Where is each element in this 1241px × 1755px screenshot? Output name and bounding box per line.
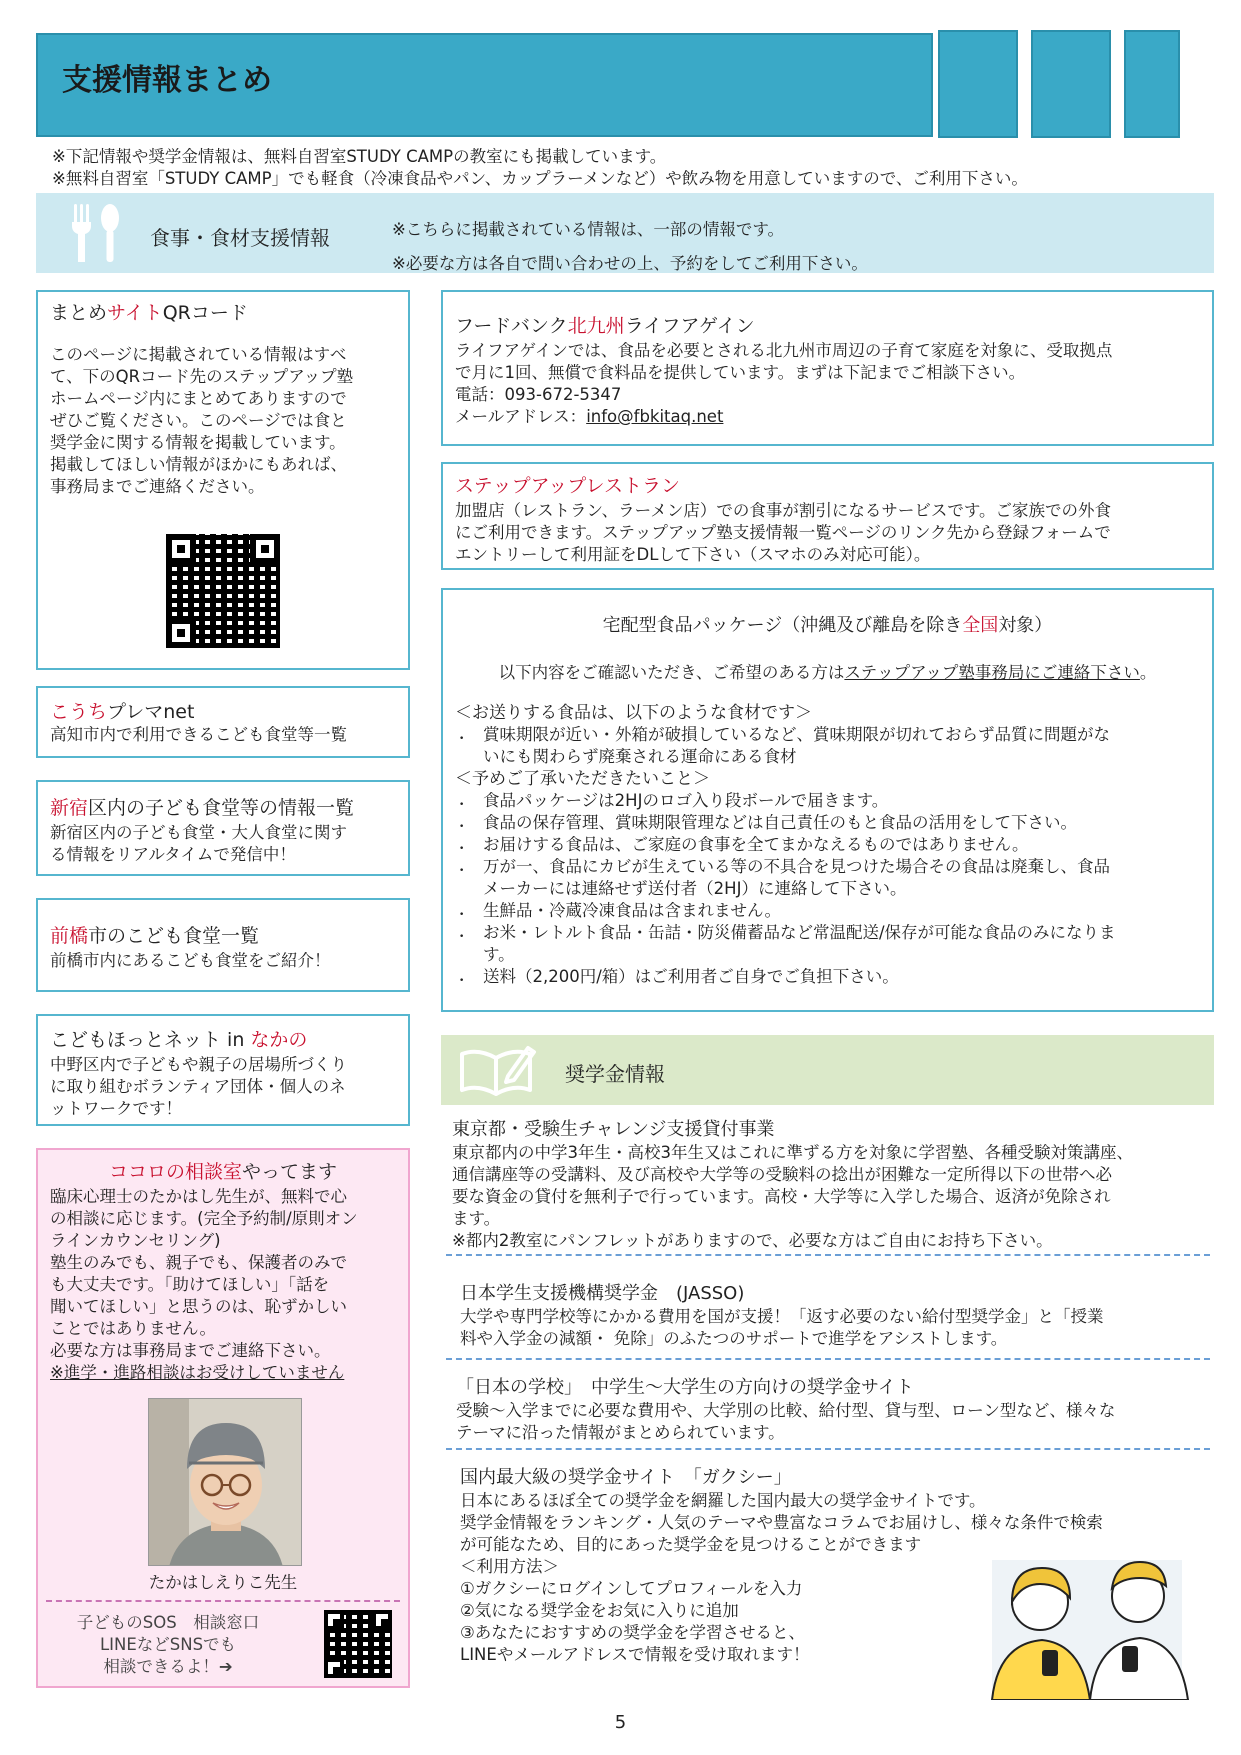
jasso-text: 大学や専門学校等にかかる費用を国が支援！「返す必要のない給付型奨学金」と「授業 料や入学金の減額・ 免除」のふたつのサポートで進学をアシストします。 — [460, 1307, 1104, 1348]
divider — [446, 1448, 1210, 1450]
foodbank-title: フードバンク北九州ライフアゲイン — [455, 315, 755, 337]
list-item: • 生鮮品・冷蔵冷凍食品は含まれません。 — [455, 900, 1205, 922]
shinjuku-box[interactable] — [36, 780, 410, 876]
list-item: • 万が一、食品にカビが生えている等の不具合を見つけた場合その食品は廃棄し、食品 メーカーには連絡せず送付者（2HJ）に連絡して下さい。 — [455, 856, 1205, 900]
jasso-title: 日本学生支援機構奨学金 (JASSO) — [460, 1283, 745, 1304]
list-item: • 送料（2,200円/箱）はご利用者ご自身でご負担下さい。 — [455, 966, 1205, 988]
list-item: • お届けする食品は、ご家庭の食事を全てまかなえるものではありません。 — [455, 834, 1205, 856]
tokyo-scholarship — [452, 1118, 1212, 1252]
food-note: ※こちらに掲載されている情報は、一部の情報です。 — [392, 220, 785, 239]
list-item: • 食品の保存管理、賞味期限管理などは自己責任のもと食品の活用をして下さい。 — [455, 812, 1205, 834]
scholarship-band — [441, 1035, 1214, 1105]
counselor-photo — [148, 1398, 302, 1566]
tokyo-title: 東京都・受験生チャレンジ支援貸付事業 — [452, 1119, 775, 1140]
foodbank-box — [441, 290, 1214, 446]
book-pencil-icon — [456, 1040, 538, 1100]
kokoro-text: 臨床心理士のたかはし先生が、無料で心 の相談に応じます。(完全予約制/原則オン ラインカウンセリング) 塾生のみでも、親子でも、保護者のみで も大丈夫です。「助けてほしい」「話を 聞いてほしい」と思うのは、恥ずかしい ことではありません。 必要な方は事務局までご連絡下さい。 ※進学・進路相談はお受けしていません — [50, 1186, 400, 1384]
nakano-title: こどもほっとネット in なかの — [50, 1029, 308, 1051]
foodbank-text: ライフアゲインでは、食品を必要とされる北九州市周辺の子育て家庭を対象に、受取拠点 で月に1回、無償で食料品を提供しています。まずは下記までご相談下さい。 電話：093-672-5347 メールアドレス：info@fbkitaq.net — [455, 340, 1205, 428]
notice-line: ※下記情報や奨学金情報は、無料自習室STUDY CAMPの教室にも掲載しています。 — [52, 147, 667, 166]
people-phone-illustration — [972, 1540, 1198, 1700]
photo-caption: たかはしえりこ先生 — [148, 1573, 298, 1592]
nihon-text: 受験～入学までに必要な費用や、大学別の比較、給付型、貸与型、ローン型など、様々な テーマに沿った情報がまとめられています。 — [456, 1401, 1116, 1442]
divider — [446, 1254, 1210, 1256]
qr-box-text: このページに掲載されている情報はすべ て、下のQRコード先のステップアップ塾 ホームページ内にまとめてありますので ぜひご覧ください。このページでは食と 奨学金に関する情報を掲載しています。 掲載してほしい情報がほかにもあれば、 事務局までご連絡ください。 — [50, 345, 354, 496]
foodbank-email-link[interactable]: info@fbkitaq.net — [586, 407, 724, 426]
nakano-text: 中野区内で子どもや親子の居場所づくり に取り組むボランティア団体・個人のネ ットワークです！ — [50, 1055, 347, 1118]
header-square — [1124, 30, 1180, 138]
scholarship-title: 奨学金情報 — [565, 1062, 665, 1086]
food-section-title: 食事・食材支援情報 — [150, 226, 330, 250]
shinjuku-text: 新宿区内の子ども食堂・大人食堂に関す る情報をリアルタイムで発信中！ — [50, 823, 347, 864]
package-box — [441, 588, 1214, 1012]
kochi-text: 高知市内で利用できるこども食堂等一覧 — [50, 725, 347, 744]
tokyo-text: 東京都内の中学3年生・高校3年生又はこれに準ずる方を対象に学習塾、各種受験対策講座、 通信講座等の受講料、及び高校や大学等の受験料の捻出が困難な一定所得以下の世帯へ必 要な資金の貸付を無利子で行っています。高校・大学等に入学した場合、返済が免除され ます。 ※都内2教室にパンフレットがありますので、必要な方はご自由にお持ち下さい。 — [452, 1143, 1133, 1250]
list-item: • 賞味期限が近い・外箱が破損しているなど、賞味期限が切れておらず品質に問題がな いにも関わらず廃棄される運命にある食材 — [455, 724, 1205, 768]
list-item: • 食品パッケージは2HJのロゴ入り段ボールで届きます。 — [455, 790, 1205, 812]
restaurant-title: ステップアップレストラン — [455, 475, 680, 497]
page-title: 支援情報まとめ — [62, 63, 272, 98]
package-items1 — [455, 724, 1205, 768]
kochi-box[interactable] — [36, 686, 410, 758]
nakano-box[interactable] — [36, 1014, 410, 1126]
divider — [446, 1358, 1210, 1360]
shinjuku-title: 新宿区内の子ども食堂等の情報一覧 — [50, 797, 355, 819]
maebashi-box[interactable] — [36, 898, 410, 992]
restaurant-box — [441, 462, 1214, 570]
qr-box-title: まとめサイトQRコード — [50, 302, 248, 324]
list-item: • お米・レトルト食品・缶詰・防災備蓄品など常温配送/保存が可能な食品のみになりま す。 — [455, 922, 1205, 966]
package-sub1: ＜お送りする食品は、以下のような食材です＞ — [455, 703, 812, 723]
qr-summary-box — [36, 290, 410, 670]
maebashi-text: 前橋市内にあるこども食堂をご紹介！ — [50, 951, 331, 970]
notice-line: ※無料自習室「STUDY CAMP」でも軽食（冷凍食品やパン、カップラーメンなど）や飲み物を用意していますので、ご利用下さい。 — [52, 169, 1028, 188]
kokoro-box — [36, 1148, 410, 1688]
consult-note: ※進学・進路相談はお受けしていません — [50, 1363, 345, 1382]
fork-spoon-icon — [66, 202, 126, 266]
nihon-title: 「日本の学校」 中学生～大学生の方向けの奨学金サイト — [456, 1377, 914, 1398]
nihon-scholarship — [456, 1376, 1212, 1444]
sos-text: 子どものSOS 相談窓口 LINEなどSNSでも 相談できるよ！➔ — [76, 1613, 260, 1676]
package-sub2: ＜予めご了承いただきたいこと＞ — [455, 769, 710, 789]
food-note: ※必要な方は各自で問い合わせの上、予約をしてご利用下さい。 — [392, 254, 868, 273]
package-intro: 以下内容をご確認いただき、ご希望のある方はステップアップ塾事務局にご連絡下さい。 — [498, 663, 1157, 682]
sos-qr-code[interactable] — [324, 1610, 392, 1678]
restaurant-text: 加盟店（レストラン、ラーメン店）での食事が割引になるサービスです。ご家族での外食 にご利用できます。ステップアップ塾支援情報一覧ページのリンク先から登録フォームで エントリーして利用証をDLして下さい（スマホのみ対応可能）。 — [455, 501, 1112, 564]
package-title: 宅配型食品パッケージ（沖縄及び離島を除き全国対象） — [602, 615, 1053, 636]
foodbank-phone: 電話：093-672-5347 — [455, 385, 622, 404]
kochi-title: こうちプレマnet — [50, 701, 195, 723]
page-number: 5 — [614, 1712, 627, 1733]
gakushi-text: 日本にあるほぼ全ての奨学金を網羅した国内最大の奨学金サイトです。 奨学金情報をランキング・人気のテーマや豊富なコラムでお届けし、様々な条件で検索 が可能なため、目的にあった奨学金を見つけることができます ＜利用方法＞ ①ガクシーにログインしてプロフィールを入力 ②気になる奨学金をお気に入りに追加 ③あなたにおすすめの奨学金を学習させると、 LINEやメールアドレスで情報を受け取れます！ — [460, 1491, 1103, 1664]
package-contact-link[interactable]: ステップアップ塾事務局にご連絡下さい — [844, 663, 1140, 682]
package-items2 — [455, 790, 1205, 988]
header-square — [938, 30, 1018, 138]
kokoro-title: ココロの相談室やってます — [108, 1161, 338, 1183]
qr-code[interactable] — [166, 534, 280, 648]
gakushi-title: 国内最大級の奨学金サイト 「ガクシー」 — [460, 1467, 792, 1488]
header-square — [1031, 30, 1111, 138]
divider — [46, 1600, 400, 1602]
jasso-scholarship — [460, 1282, 1212, 1350]
maebashi-title: 前橋市のこども食堂一覧 — [50, 925, 260, 947]
